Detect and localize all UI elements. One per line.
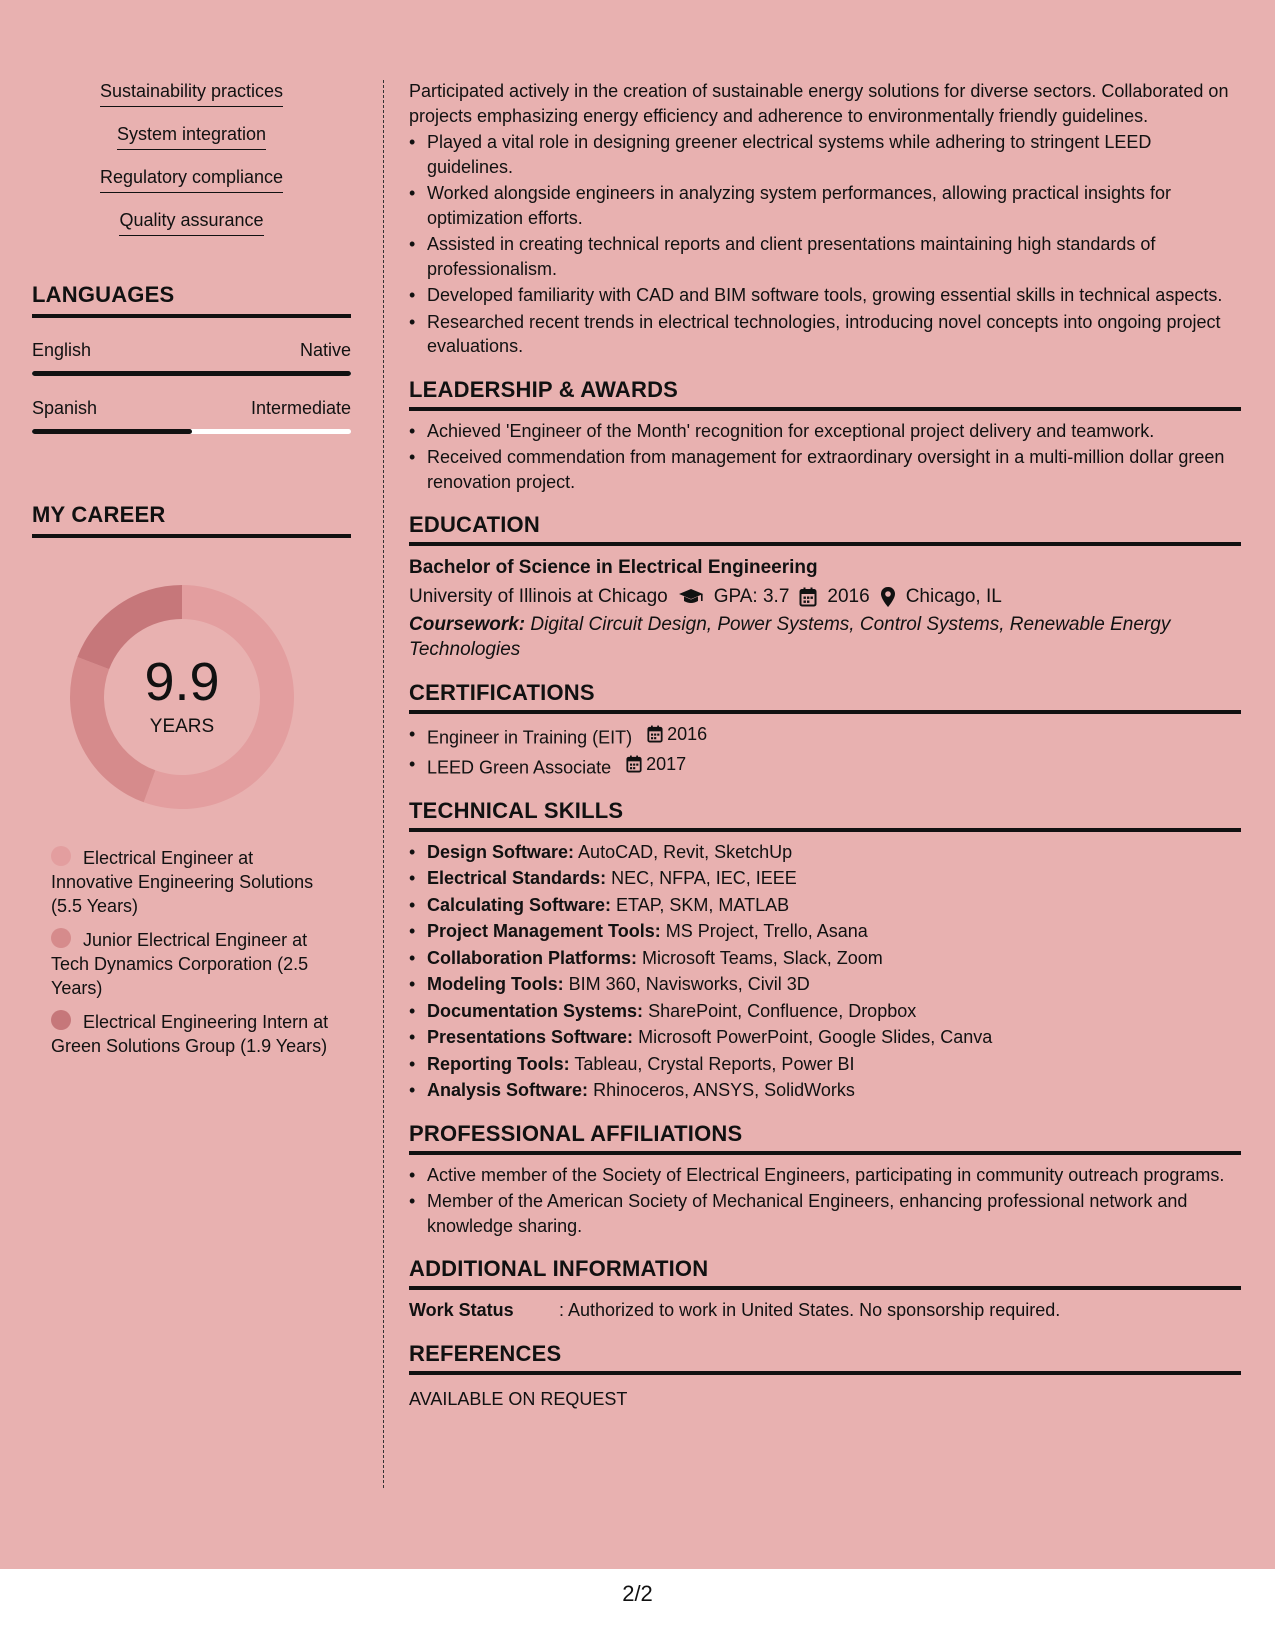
education-meta (409, 585, 1241, 610)
language-level: Intermediate (250, 398, 351, 418)
technical-skills-heading: TECHNICAL SKILLS (409, 798, 1241, 832)
technical-skill-item: • Electrical Standards: NEC, NFPA, IEC, IEEE (409, 866, 1241, 891)
language-level-bar (32, 429, 351, 434)
certifications-heading: CERTIFICATIONS (409, 680, 1241, 714)
graduation-year: 2016 (827, 585, 870, 607)
technical-skills-section (409, 798, 1241, 1103)
references-text: AVAILABLE ON REQUEST (409, 1388, 628, 1409)
legend-dot-icon (51, 1010, 71, 1030)
degree-title: Bachelor of Science in Electrical Engineering (409, 557, 818, 578)
education-heading: EDUCATION (409, 512, 1241, 546)
affiliation-item: • Active member of the Society of Electrical Engineers, participating in community outreach programs. (409, 1163, 1241, 1188)
coursework (409, 613, 1241, 662)
language-spanish (32, 398, 351, 434)
school-name: University of Illinois at Chicago (409, 585, 668, 607)
work-status-label: Work Status (409, 1300, 514, 1320)
technical-skill-item: • Collaboration Platforms: Microsoft Teams, Slack, Zoom (409, 946, 1241, 971)
language-level-fill (32, 429, 192, 434)
page-number: 2/2 (0, 1569, 1275, 1650)
technical-skill-item: • Documentation Systems: SharePoint, Confluence, Dropbox (409, 999, 1241, 1024)
language-level-bar (32, 371, 351, 376)
affiliations-section (409, 1121, 1241, 1239)
experience-section (409, 79, 1241, 359)
experience-bullet: • Researched recent trends in electrical technologies, introducing novel concepts into ongoing project evaluations. (409, 310, 1241, 359)
career-years-label: YEARS (149, 716, 215, 737)
technical-skill-item: • Analysis Software: Rhinoceros, ANSYS, SolidWorks (409, 1078, 1241, 1103)
skill-item: Quality assurance (32, 209, 351, 236)
legend-dot-icon (51, 928, 71, 948)
leadership-item: • Achieved 'Engineer of the Month' recognition for exceptional project delivery and teamwork. (409, 419, 1241, 444)
career-legend (51, 846, 331, 1058)
skills-list (32, 80, 351, 236)
legend-dot-icon (51, 846, 71, 866)
certifications-section (409, 680, 1241, 780)
certification-year: 2017 (646, 753, 687, 774)
technical-skill-item: • Modeling Tools: BIM 360, Navisworks, Civil 3D (409, 972, 1241, 997)
experience-bullet: • Developed familiarity with CAD and BIM software tools, growing essential skills in technical aspects. (409, 283, 1241, 308)
technical-skill-item: • Calculating Software: ETAP, SKM, MATLAB (409, 893, 1241, 918)
technical-skill-item: • Presentations Software: Microsoft PowerPoint, Google Slides, Canva (409, 1025, 1241, 1050)
affiliations-heading: PROFESSIONAL AFFILIATIONS (409, 1121, 1241, 1155)
certification-item (409, 722, 1241, 750)
language-level: Native (299, 340, 351, 360)
sidebar (32, 80, 351, 1068)
career-total-years: 9.9 (144, 652, 220, 712)
experience-bullet: • Played a vital role in designing greener electrical systems while adhering to stringent LEED guidelines. (409, 130, 1241, 179)
leadership-item: • Received commendation from management for extraordinary oversight in a multi-million dollar green renovation project. (409, 445, 1241, 494)
additional-info-heading: ADDITIONAL INFORMATION (409, 1256, 1241, 1290)
references-heading: REFERENCES (409, 1341, 1241, 1375)
certification-name: LEED Green Associate (427, 757, 612, 777)
experience-intro: Participated actively in the creation of sustainable energy solutions for diverse sectors. Collaborated on projects emphasizing energy efficiency and adherence to environmentally friendly guidelines. (409, 81, 1229, 126)
career-legend-item: Junior Electrical Engineer at Tech Dynamics Corporation (2.5 Years) (51, 930, 309, 998)
technical-skill-item: • Reporting Tools: Tableau, Crystal Reports, Power BI (409, 1052, 1241, 1077)
career-heading: MY CAREER (32, 502, 351, 538)
graduation-cap-icon (678, 588, 704, 606)
career-donut-chart (67, 582, 297, 812)
leadership-section (409, 377, 1241, 495)
map-pin-icon (880, 586, 896, 608)
language-name: English (32, 340, 92, 360)
certification-year: 2016 (667, 724, 708, 744)
affiliation-item: • Member of the American Society of Mechanical Engineers, enhancing professional network and knowledge sharing. (409, 1189, 1241, 1238)
career-legend-item: Electrical Engineering Intern at Green Solutions Group (1.9 Years) (51, 1012, 329, 1056)
calendar-icon (799, 587, 817, 607)
education-section (409, 512, 1241, 662)
certification-name: Engineer in Training (EIT) (427, 727, 633, 748)
language-name: Spanish (32, 398, 98, 418)
skill-item: Regulatory compliance (32, 166, 351, 193)
experience-bullets (409, 130, 1241, 359)
calendar-icon (647, 725, 663, 743)
coursework-label: Coursework: (409, 614, 526, 635)
certification-item (409, 752, 1241, 780)
experience-bullet: • Worked alongside engineers in analyzing system performances, allowing practical insights for optimization efforts. (409, 181, 1241, 230)
language-english (32, 340, 351, 376)
additional-info-section (409, 1256, 1241, 1323)
column-divider (383, 80, 384, 1488)
technical-skills-list (409, 840, 1241, 1103)
language-level-fill (32, 371, 351, 376)
calendar-icon (626, 755, 642, 773)
work-status-value: : Authorized to work in United States. No sponsorship required. (559, 1300, 1061, 1320)
skill-item: Sustainability practices (32, 80, 351, 107)
coursework-list: Digital Circuit Design, Power Systems, Control Systems, Renewable Energy Technologies (409, 614, 1171, 660)
references-section (409, 1341, 1241, 1412)
career-legend-item: Electrical Engineer at Innovative Engineering Solutions (5.5 Years) (51, 848, 314, 916)
gpa: GPA: 3.7 (713, 585, 790, 607)
technical-skill-item: • Project Management Tools: MS Project, Trello, Asana (409, 919, 1241, 944)
experience-bullet: • Assisted in creating technical reports and client presentations maintaining high standards of professionalism. (409, 232, 1241, 281)
school-location: Chicago, IL (905, 585, 1002, 607)
main-column (409, 79, 1241, 1411)
technical-skill-item: • Design Software: AutoCAD, Revit, SketchUp (409, 840, 1241, 865)
languages-heading: LANGUAGES (32, 282, 351, 318)
skill-item: System integration (32, 123, 351, 150)
leadership-heading: LEADERSHIP & AWARDS (409, 377, 1241, 411)
